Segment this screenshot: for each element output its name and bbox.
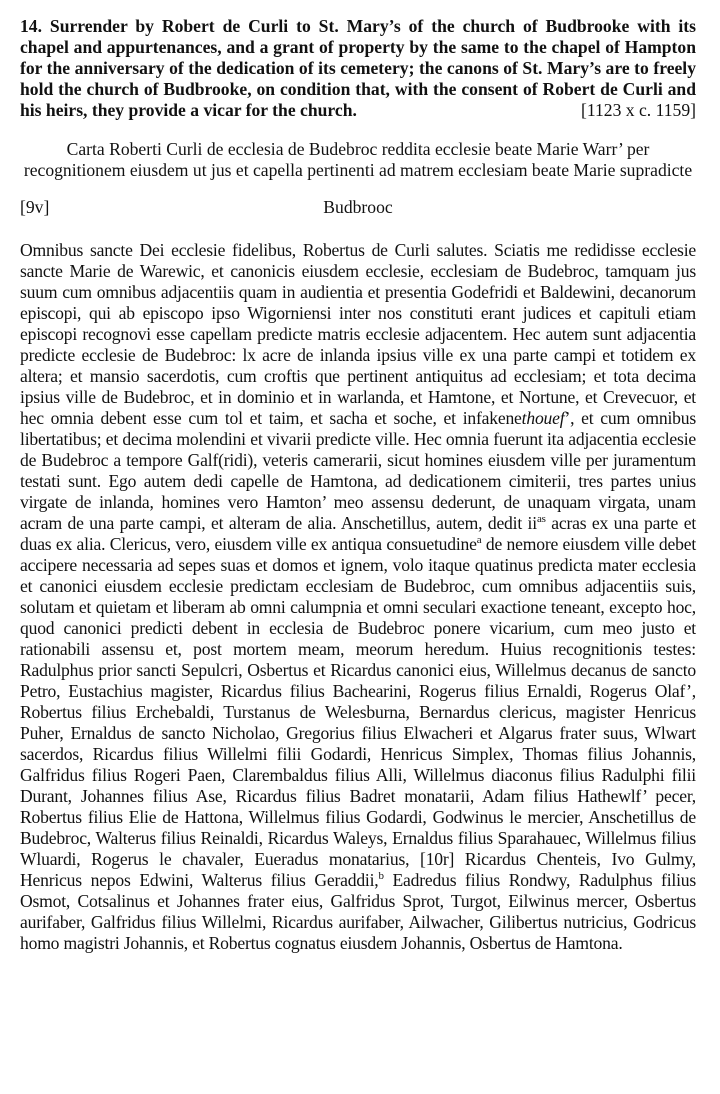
document-page — [20, 16, 696, 954]
charter-date: [1123 x c. 1159] — [581, 100, 696, 120]
superscript-as: as — [536, 513, 546, 526]
footnote-marker-b: b — [378, 870, 384, 883]
folio-row — [20, 197, 696, 218]
footnote-marker-a: a — [476, 534, 482, 547]
folio-reference: [9v] — [20, 197, 50, 217]
text-part-1: Omnibus sancte Dei ecclesie fidelibus, Robertus de Curli salutes. Sciatis me redidisse ecclesie sancte Marie de Warewic, et canonicis eiusdem ecclesie, ecclesiam de Budebroc, tamquam jus suum cum omnibus adjacentiis quam in audientia et presentia Godefridi et Baldewini, decanorum episcopi, qui ab episcopo ipso Wigorniensi inter nos constituti erant judices et capituli etiam episcopi recognovi esse capellam predicte matris ecclesie adjacentem. Hec autem sunt adjacentia predicte ecclesie de Budebroc: lx acre de inlanda ipsius ville ex una parte campi et totidem ex altera; et mansio sacerdotis, cum croftis que pertinent antiquitus ad ecclesiam; et tota decima ipsius ville de Budebroc, et in dominio et in warlanda, et Hamtone, et Nortune, et Crevecuor, et hec omnia debent esse cum tol et taim, et sacha et soche, et — [20, 240, 696, 428]
text-part-5: Eadredus filius Rondwy, Radulphus filius Osmot, Cotsalinus et Johannes frater eius, Galfridus Sprot, Turgot, Eilwinus mercer, Osbertus aurifaber, Galfridus filius Willelmi, Ricardus aurifaber, Ailwacher, Gilibertus nutricius, Godricus homo magistri Johannis, et Robertus cognatus eiusdem Johannis, Osbertus de Hamtona. — [20, 870, 696, 953]
text-part-3: acras ex una parte et duas ex alia. Clericus, vero, eiusdem ville ex antiqua consuetudine — [20, 513, 697, 554]
place-name: Budbrooc — [323, 197, 393, 217]
text-part-2c: ’, et cum omnibus libertatibus; et decima molendini et vivarii predicte ville. Hec omnia fuerunt ita adjacentia ecclesie de Budebroc a tempore Galf(ridi), veteris camerarii, sicut homines eiusdem ville per juramentum testati sunt. Ego autem dedi capelle de Hamtona, ad dedicationem cimiterii, tres partes unius virgate de inlanda, homines vero Hamton’ meo assensu dederunt, de unaquam virgata, unam acram de una parte campi, et alteram de alia. Anschetillus, autem, dedit ii — [20, 408, 697, 533]
italic-insertion: thouef — [521, 408, 565, 428]
charter-title: 14. Surrender by Robert de Curli to St. Mary’s of the church of Budbrooke with its chapel and appurtenances, and a grant of property by the same to the chapel of Hampton for the anniversary of the dedication of its cemetery; the canons of St. Mary’s are to freely hold the church of Budbrooke, on condition that, with the consent of Robert de Curli and his heirs, they provide a vicar for the church. — [20, 16, 696, 120]
text-part-4: de nemore eiusdem ville debet accipere necessaria ad sepes suas et domos et ignem, volo itaque quatinus predicta mater ecclesia et canonici eiusdem ecclesie predictam ecclesiam de Budebroc, cum omnibus adjacentiis suis, solutam et quietam et liberam ab omni calumpnia et omni seculari exactione teneant, excepto hoc, quod canonici predicti debent in ecclesia de Budebroc ponere vicarium, cum meo justo et rationabili assensu et, post mortem meam, meorum heredum. Huius recognitionis testes: Radulphus prior sancti Sepulcri, Osbertus et Ricardus canonici eius, Willelmus decanus de sancto Petro, Eustachius magister, Ricardus filius Bachearini, Rogerus filius Ernaldi, Rogerus Olaf’, Robertus filius Erchebaldi, Turstanus de Welesburna, Bernardus clericus, magister Henricus Puher, Ernaldus de sancto Nicholao, Gregorius filius Elwacheri et Algarus frater suus, Wlwart sacerdos, Ricardus filius Willelmi filii Godardi, Henricus Simplex, Thomas filius Johannis, Galfridus filius Rogeri Paen, Clarembaldus filius Alli, Willelmus diaconus filius Radulphi filii Durant, Johannes filius Ase, Ricardus filius Badret monatarii, Adam filius Hathewlf’ pecer, Robertus filius Elie de Hattona, Willelmus filius Godardi, Godwinus le mercier, Anschetillus de Budebroc, Walterus filius Reinaldi, Ricardus Waleys, Ernaldus filius Sparahauec, Willelmus filius Wluardi, Rogerus le chavaler, Eueradus monatarius, [10r] Ricardus Chenteis, Ivo Gulmy, Henricus nepos Edwini, Walterus filius Geraddii, — [20, 534, 697, 890]
charter-text — [20, 240, 696, 954]
charter-heading — [20, 16, 696, 121]
text-part-2a: infakene — [462, 408, 522, 428]
charter-rubric: Carta Roberti Curli de ecclesia de Budebroc reddita ecclesie beate Marie Warr’ per recognitionem eiusdem ut jus et capella pertinenti ad matrem ecclesiam beate Marie supradicte — [23, 139, 693, 180]
